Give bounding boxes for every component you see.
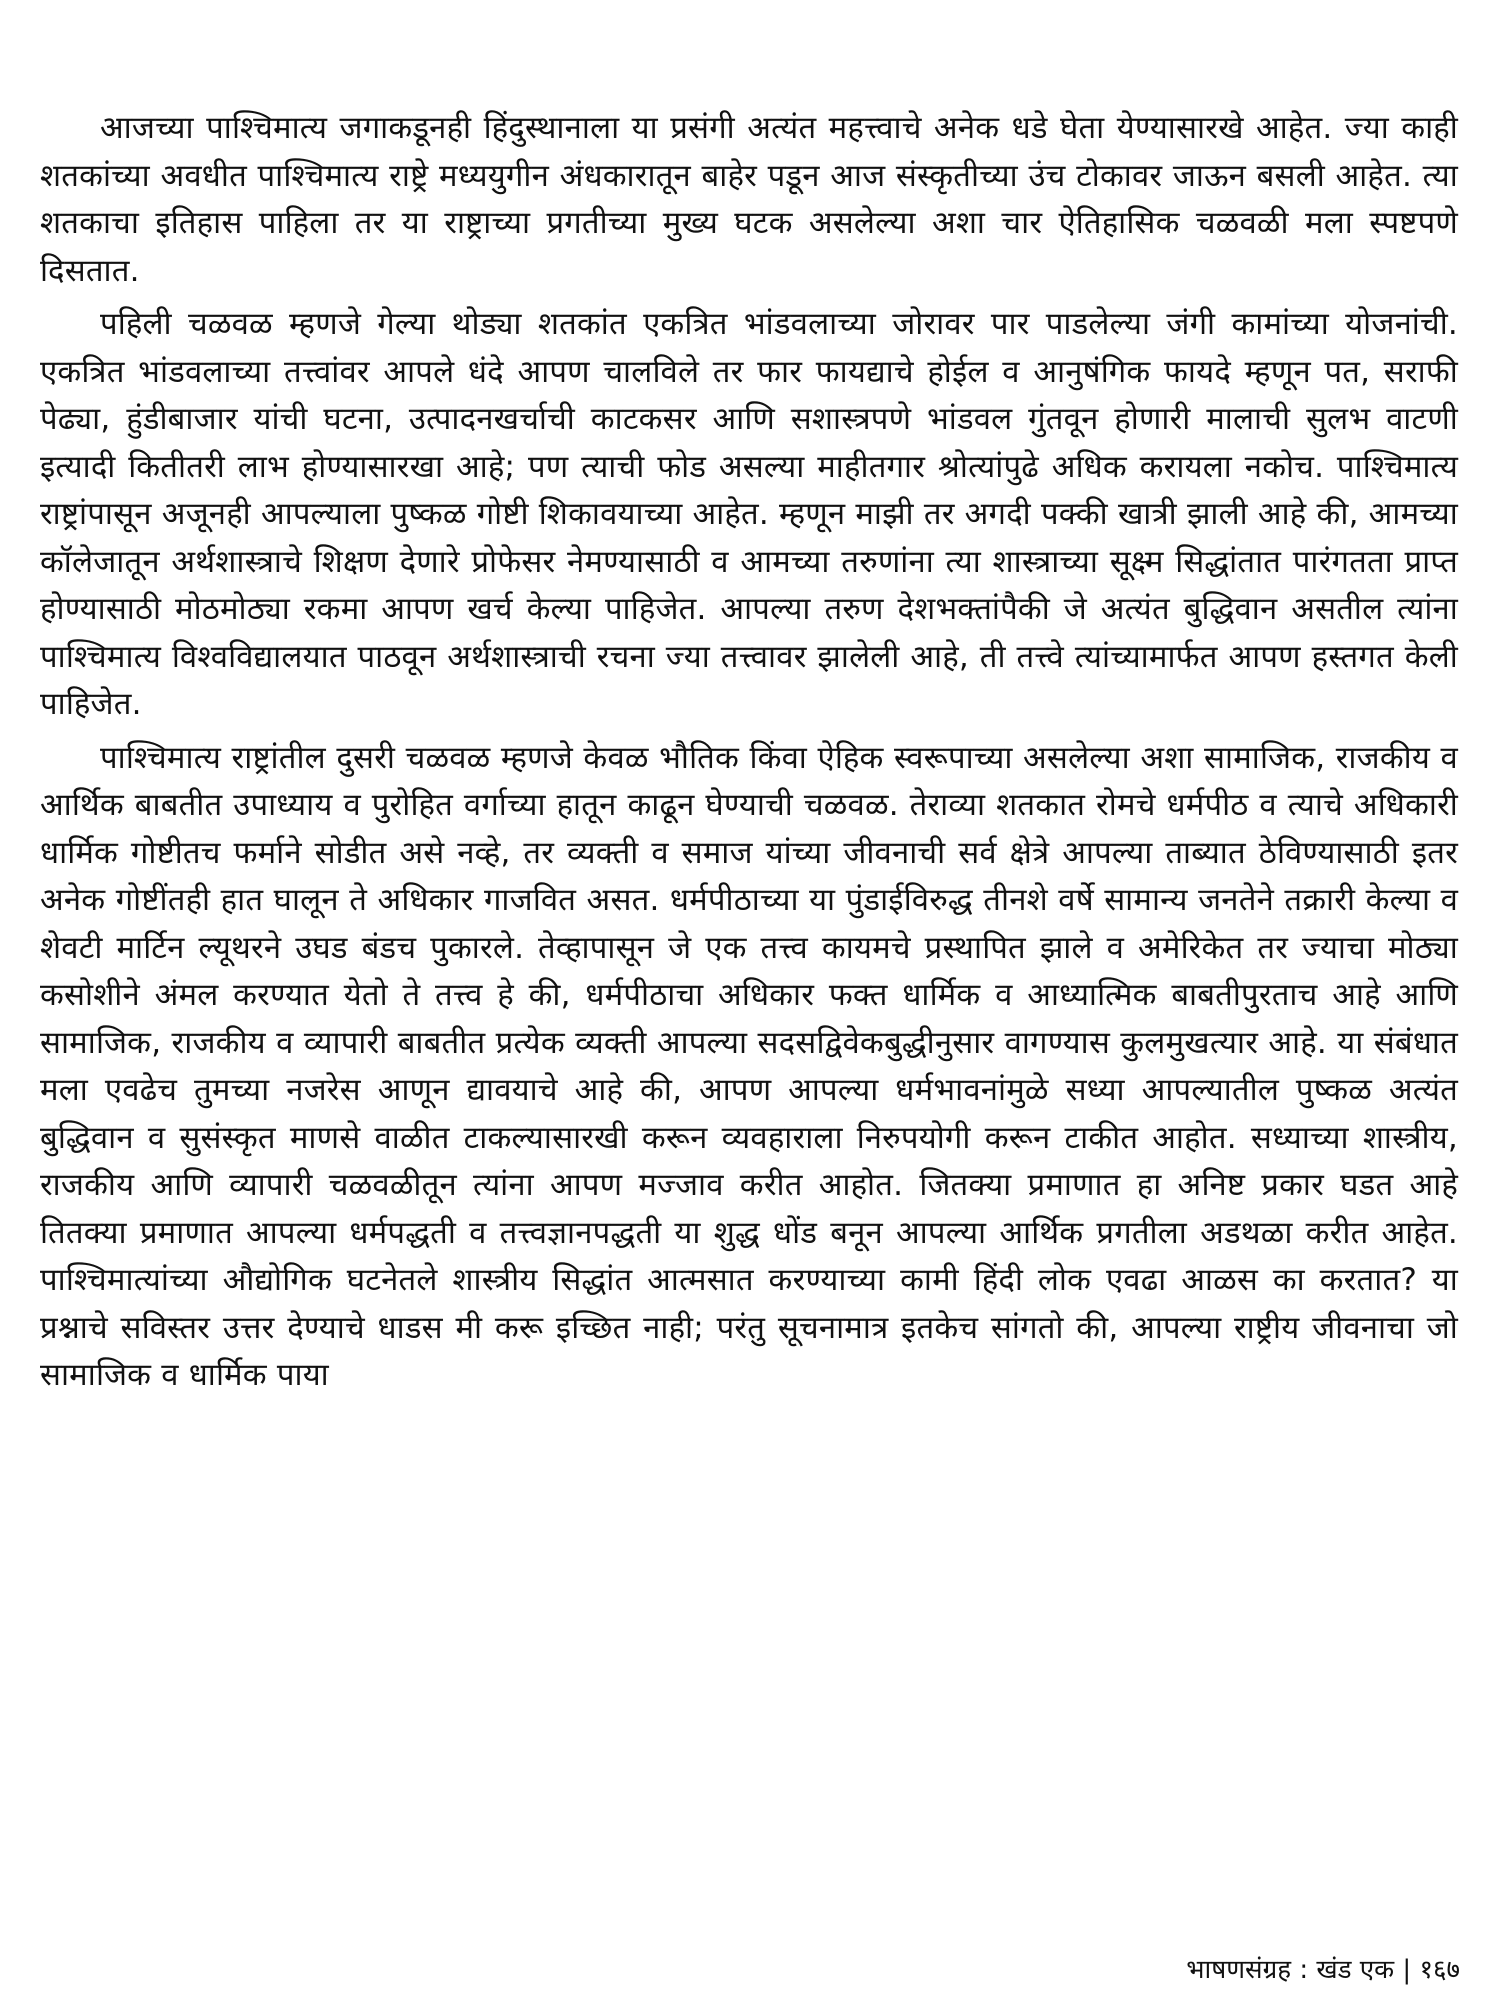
body-text (40, 105, 1458, 1406)
paragraph-1: आजच्या पाश्चिमात्य जगाकडूनही हिंदुस्थानाला या प्रसंगी अत्यंत महत्त्वाचे अनेक धडे घेता येण्यासारखे आहेत. ज्या काही शतकांच्या अवधीत पाश्चिमात्य राष्ट्रे मध्ययुगीन अंधकारातून बाहेर पडून आज संस्कृतीच्या उंच टोकावर जाऊन बसली आहेत. त्या शतकाचा इतिहास पाहिला तर या राष्ट्राच्या प्रगतीच्या मुख्य घटक असलेल्या अशा चार ऐतिहासिक चळवळी मला स्पष्टपणे दिसतात. (40, 110, 1458, 289)
paragraph-2: पहिली चळवळ म्हणजे गेल्या थोड्या शतकांत एकत्रित भांडवलाच्या जोरावर पार पाडलेल्या जंगी कामांच्या योजनांची. एकत्रित भांडवलाच्या तत्त्वांवर आपले धंदे आपण चालविले तर फार फायद्याचे होईल व आनुषंगिक फायदे म्हणून पत, सराफी पेढ्या, हुंडीबाजार यांची घटना, उत्पादनखर्चाची काटकसर आणि सशास्त्रपणे भांडवल गुंतवून होणारी मालाची सुलभ वाटणी इत्यादी कितीतरी लाभ होण्यासारखा आहे; पण त्याची फोड असल्या माहीतगार श्रोत्यांपुढे अधिक करायला नकोच. पाश्चिमात्य राष्ट्रांपासून अजूनही आपल्याला पुष्कळ गोष्टी शिकावयाच्या आहेत. म्हणून माझी तर अगदी पक्की खात्री झाली आहे की, आमच्या कॉलेजातून अर्थशास्त्राचे शिक्षण देणारे प्रोफेसर नेमण्यासाठी व आमच्या तरुणांना त्या शास्त्राच्या सूक्ष्म सिद्धांतात पारंगतता प्राप्त होण्यासाठी मोठमोठ्या रकमा आपण खर्च केल्या पाहिजेत. आपल्या तरुण देशभक्तांपैकी जे अत्यंत बुद्धिवान असतील त्यांना पाश्चिमात्य विश्वविद्यालयात पाठवून अर्थशास्त्राची रचना ज्या तत्त्वावर झालेली आहे, ती तत्त्वे त्यांच्यामार्फत आपण हस्तगत केली पाहिजेत. (40, 306, 1458, 722)
paragraph-3: पाश्चिमात्य राष्ट्रांतील दुसरी चळवळ म्हणजे केवळ भौतिक किंवा ऐहिक स्वरूपाच्या असलेल्या अशा सामाजिक, राजकीय व आर्थिक बाबतीत उपाध्याय व पुरोहित वर्गाच्या हातून काढून घेण्याची चळवळ. तेराव्या शतकात रोमचे धर्मपीठ व त्याचे अधिकारी धार्मिक गोष्टीतच फर्माने सोडीत असे नव्हे, तर व्यक्ती व समाज यांच्या जीवनाची सर्व क्षेत्रे आपल्या ताब्यात ठेविण्यासाठी इतर अनेक गोष्टींतही हात घालून ते अधिकार गाजवित असत. धर्मपीठाच्या या पुंडाईविरुद्ध तीनशे वर्षे सामान्य जनतेने तक्रारी केल्या व शेवटी मार्टिन ल्यूथरने उघड बंडच पुकारले. तेव्हापासून जे एक तत्त्व कायमचे प्रस्थापित झाले व अमेरिकेत तर ज्याचा मोठ्या कसोशीने अंमल करण्यात येतो ते तत्त्व हे की, धर्मपीठाचा अधिकार फक्त धार्मिक व आध्यात्मिक बाबतीपुरताच आहे आणि सामाजिक, राजकीय व व्यापारी बाबतीत प्रत्येक व्यक्ती आपल्या सदसद्विवेकबुद्धीनुसार वागण्यास कुलमुखत्यार आहे. या संबंधात मला एवढेच तुमच्या नजरेस आणून द्यावयाचे आहे की, आपण आपल्या धर्मभावनांमुळे सध्या आपल्यातील पुष्कळ अत्यंत बुद्धिवान व सुसंस्कृत माणसे वाळीत टाकल्यासारखी करून व्यवहाराला निरुपयोगी करून टाकीत आहोत. सध्याच्या शास्त्रीय, राजकीय आणि व्यापारी चळवळीतून त्यांना आपण मज्जाव करीत आहोत. जितक्या प्रमाणात हा अनिष्ट प्रकार घडत आहे तितक्या प्रमाणात आपल्या धर्मपद्धती व तत्त्वज्ञानपद्धती या शुद्ध धोंड बनून आपल्या आर्थिक प्रगतीला अडथळा करीत आहेत. पाश्चिमात्यांच्या औद्योगिक घटनेतले शास्त्रीय सिद्धांत आत्मसात करण्याच्या कामी हिंदी लोक एवढा आळस का करतात? या प्रश्नाचे सविस्तर उत्तर देण्याचे धाडस मी करू इच्छित नाही; परंतु सूचनामात्र इतकेच सांगतो की, आपल्या राष्ट्रीय जीवनाचा जो सामाजिक व धार्मिक पाया (40, 739, 1458, 1393)
page-footer: भाषणसंग्रह : खंड एक | १६७ (1186, 1955, 1460, 1985)
